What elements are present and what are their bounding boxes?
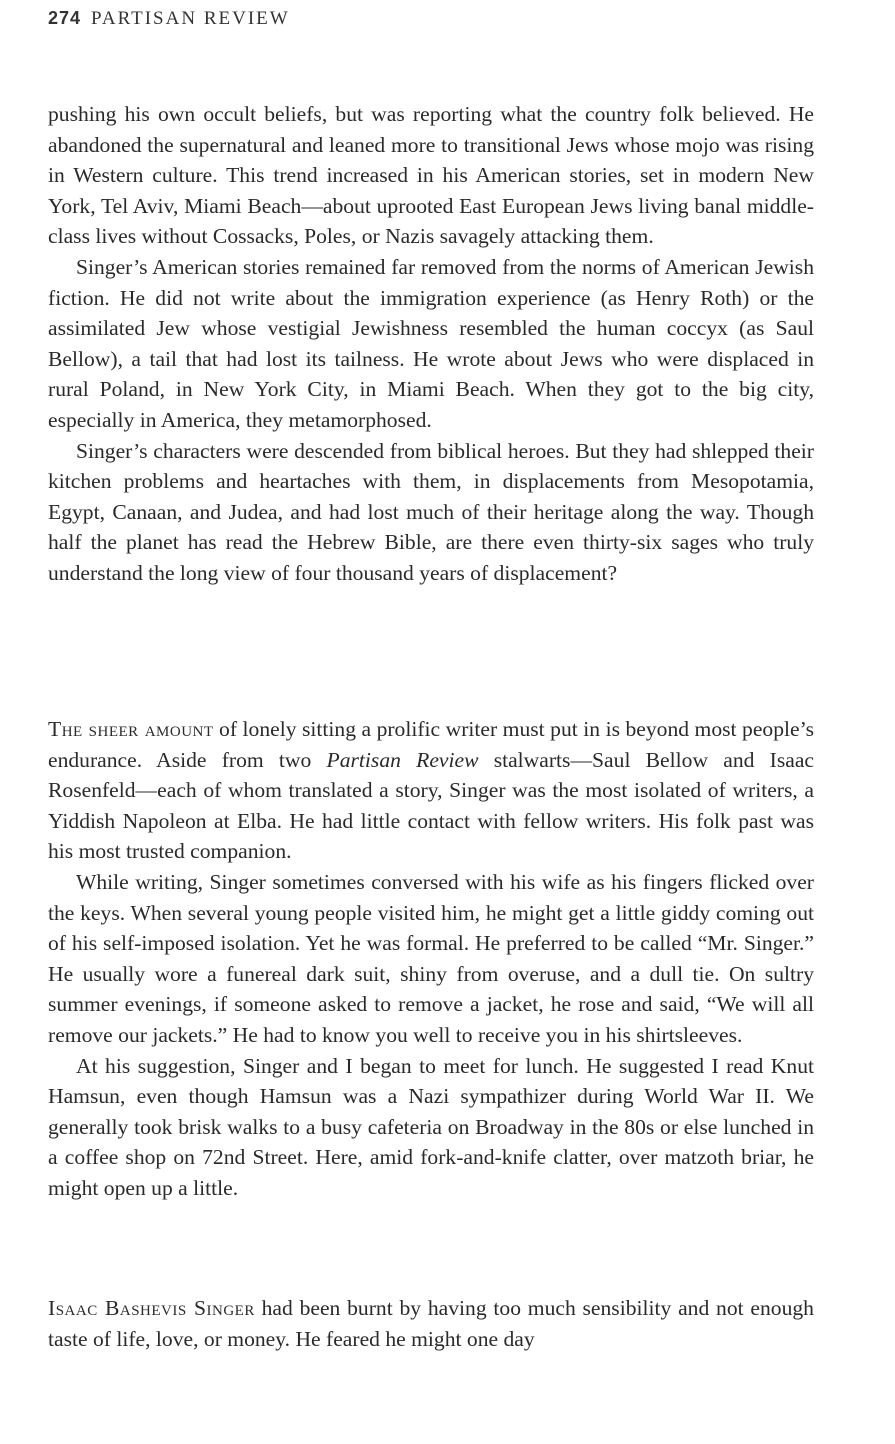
running-head bbox=[48, 8, 290, 30]
paragraph: At his suggestion, Singer and I began to meet for lunch. He suggested I read Knut Hamsun, even though Hamsun was a Nazi sympathizer during World War II. We generally took brisk walks to a busy cafeteria on Broadway in the 80s or else lunched in a coffee shop on 72nd Street. Here, amid fork-and-knife clatter, over matzoth briar, he might open up a little. bbox=[48, 1053, 814, 1200]
paragraph: Singer’s characters were descended from biblical heroes. But they had shlepped their kitchen problems and heartaches with them, in displacements from Mesopotamia, Egypt, Canaan, and Judea, and had lost much of their heritage along the way. Though half the planet has read the Hebrew Bible, are there even thirty-six sages who truly understand the long view of four thousand years of displacement? bbox=[48, 438, 814, 585]
paragraph-text: of lonely sitting a prolific writer must put in is beyond most people’s endurance. Aside from two bbox=[48, 717, 814, 772]
section-3 bbox=[48, 1293, 814, 1354]
paragraph bbox=[48, 714, 814, 867]
section-1 bbox=[48, 99, 814, 589]
journal-title: PARTISAN REVIEW bbox=[91, 8, 290, 29]
paragraph-text: stalwarts—Saul Bellow and Isaac Rosenfeld—each of whom translated a story, Singer was the most isolated of writers, a Yiddish Napoleon at Elba. He had little contact with fellow writers. His folk past was his most trusted companion. bbox=[48, 747, 814, 864]
page-number: 274 bbox=[48, 8, 82, 28]
paragraph-text: had been burnt by having too much sensibility and not enough taste of life, love, or money. He feared he might one day bbox=[48, 1296, 814, 1351]
lead-in: The sheer amount bbox=[48, 717, 214, 741]
paragraph: While writing, Singer sometimes conversed with his wife as his fingers flicked over the keys. When several young people visited him, he might get a little giddy coming out of his self-imposed isolation. Yet he was formal. He preferred to be called “Mr. Singer.” He usually wore a funereal dark suit, shiny from overuse, and a dull tie. On sultry summer evenings, if someone asked to remove a jacket, he rose and said, “We will all remove our jackets.” He had to know you well to receive you in his shirtsleeves. bbox=[48, 869, 814, 1047]
paragraph: Singer’s American stories remained far removed from the norms of American Jewish fiction. He did not write about the immigration experience (as Henry Roth) or the assimilated Jew whose vestigial Jewishness resembled the human coccyx (as Saul Bellow), a tail that had lost its tailness. He wrote about Jews who were displaced in rural Poland, in New York City, in Miami Beach. When they got to the big city, especially in America, they metamorphosed. bbox=[48, 254, 814, 432]
section-2 bbox=[48, 714, 814, 1204]
lead-in: Isaac Bashevis Singer bbox=[48, 1296, 255, 1320]
paragraph bbox=[48, 1293, 814, 1354]
journal-reference: Partisan Review bbox=[326, 747, 479, 772]
paragraph: pushing his own occult beliefs, but was reporting what the country folk believed. He abandoned the supernatural and leaned more to transitional Jews whose mojo was rising in Western culture. This trend increased in his American stories, set in modern New York, Tel Aviv, Miami Beach—about uprooted East European Jews living banal middleclass lives without Cossacks, Poles, or Nazis savagely attacking them. bbox=[48, 102, 814, 249]
